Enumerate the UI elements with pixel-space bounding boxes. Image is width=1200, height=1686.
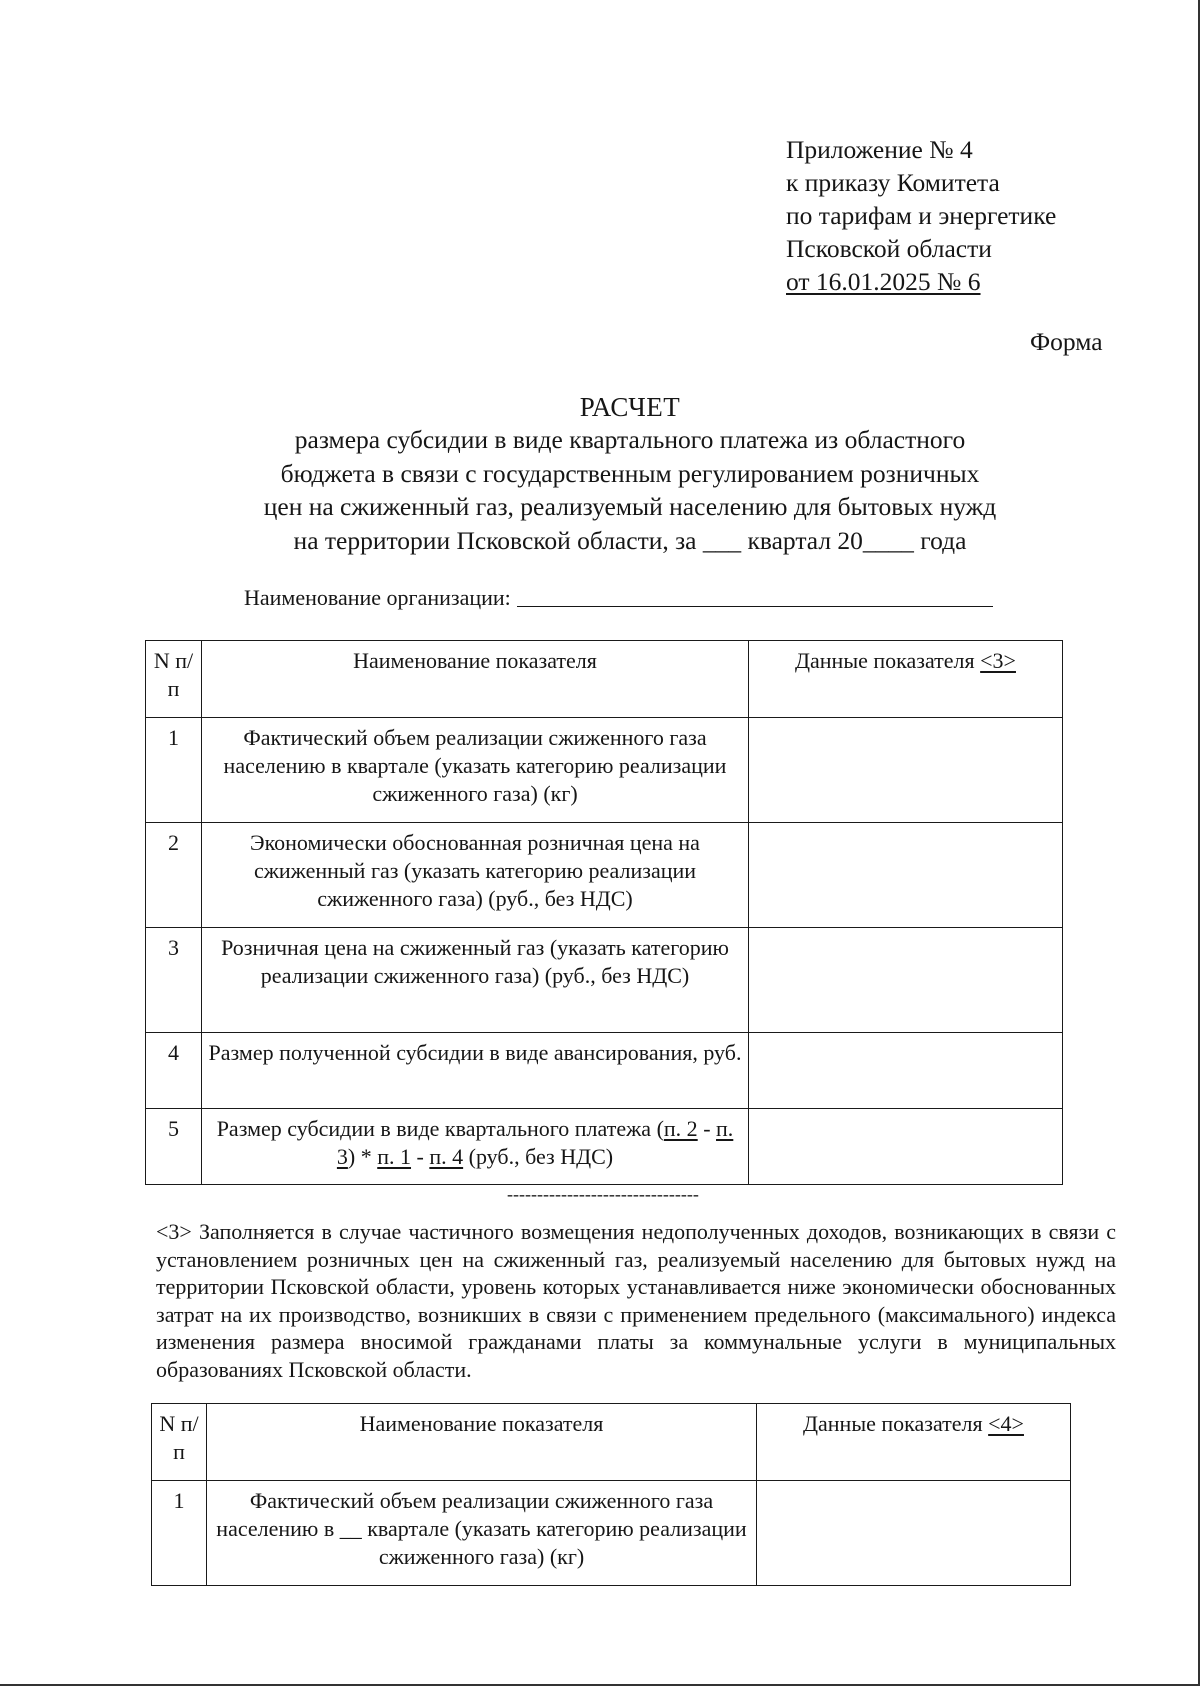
document-title: РАСЧЕТ [579,392,681,422]
row-value-cell[interactable] [749,823,1063,928]
header-name: Наименование показателя [202,641,749,718]
item-2-link[interactable]: п. 2 [663,1116,698,1141]
calculation-table [145,640,1063,1185]
row-num: 3 [146,928,202,1033]
table-row [146,1109,1063,1185]
row-value-cell[interactable] [749,1033,1063,1109]
row-name: Размер полученной субсидии в виде авансирования, руб. [202,1033,749,1109]
formula-text: (руб., без НДС) [463,1144,614,1169]
row-name: Розничная цена на сжиженный газ (указать категорию реализации сжиженного газа) (руб., без НДС) [202,928,749,1033]
header-data-label: Данные показателя [795,648,981,673]
item-1-link[interactable]: п. 1 [377,1144,412,1169]
formula-text: - [697,1116,717,1141]
appendix-line-3: по тарифам и энергетике [786,201,1057,230]
row-name: Фактический объем реализации сжиженного газа населению в __ квартале (указать категорию реализации сжиженного газа) (кг) [207,1481,757,1586]
row-value-cell[interactable] [749,718,1063,823]
formula-text: Размер субсидии в виде квартального платежа ( [216,1116,664,1141]
header-name: Наименование показателя [207,1404,757,1481]
row-name: Фактический объем реализации сжиженного газа населению в квартале (указать категорию реализации сжиженного газа) (кг) [202,718,749,823]
organization-blank-line[interactable] [517,588,993,607]
footnote-ref-4-link[interactable]: <4> [988,1411,1024,1436]
header-num: N п/п [152,1404,207,1481]
subtitle-line-3: цен на сжиженный газ, реализуемый населению для бытовых нужд [263,492,997,521]
appendix-line-2: к приказу Комитета [786,168,1000,197]
header-data [757,1404,1071,1481]
formula-text: ) * [347,1144,378,1169]
appendix-line-1: Приложение № 4 [786,135,973,164]
row-name: Экономически обоснованная розничная цена на сжиженный газ (указать категорию реализации сжиженного газа) (руб., без НДС) [202,823,749,928]
organization-label: Наименование организации: [244,585,511,610]
table-row [152,1481,1071,1586]
organization-field [244,585,993,611]
subtitle-line-2: бюджета в связи с государственным регулированием розничных [280,458,980,488]
appendix-line-4: Псковской области [786,234,992,263]
document-subtitle [200,423,1060,557]
table-row [146,1033,1063,1109]
row-value-cell[interactable] [749,928,1063,1033]
row-num: 5 [146,1109,202,1185]
row-name-formula [202,1109,749,1185]
row-value-cell[interactable] [757,1481,1071,1586]
table-row [146,718,1063,823]
row-num: 1 [146,718,202,823]
row-num: 4 [146,1033,202,1109]
header-data-label: Данные показателя [803,1411,989,1436]
calculation-table-2 [151,1403,1071,1586]
table-row [146,928,1063,1033]
row-num: 1 [152,1481,207,1586]
table-header-row [152,1404,1071,1481]
footnote-separator: -------------------------------- [507,1184,699,1204]
header-num: N п/п [146,641,202,718]
header-data [749,641,1063,718]
item-3-link[interactable]: п. 3 [336,1116,734,1169]
row-num: 2 [146,823,202,928]
appendix-block [786,133,1056,298]
table-header-row [146,641,1063,718]
appendix-order-date: от 16.01.2025 № 6 [786,267,981,296]
form-label: Форма [1030,327,1103,356]
item-4-link[interactable]: п. 4 [429,1144,464,1169]
subtitle-line-4: на территории Псковской области, за ___ квартал 20____ года [293,525,967,555]
table-row [146,823,1063,928]
row-value-cell[interactable] [749,1109,1063,1185]
subtitle-line-1: размера субсидии в виде квартального платежа из областного [294,425,966,454]
footnote-ref-3-link[interactable]: <3> [980,648,1016,673]
footnote-3: <3> Заполняется в случае частичного возмещения недополученных доходов, возникающих в связи с установлением розничных цен на сжиженный газ, реализуемый населению для бытовых нужд на территории Псковской области, уровень которых устанавливается ниже экономически обоснованных затрат на их производство, возникших в связи с применением предельного (максимального) индекса изменения размера вносимой гражданами платы за коммунальные услуги в муниципальных образованиях Псковской области. [156,1219,1116,1382]
formula-text: - [411,1144,430,1169]
